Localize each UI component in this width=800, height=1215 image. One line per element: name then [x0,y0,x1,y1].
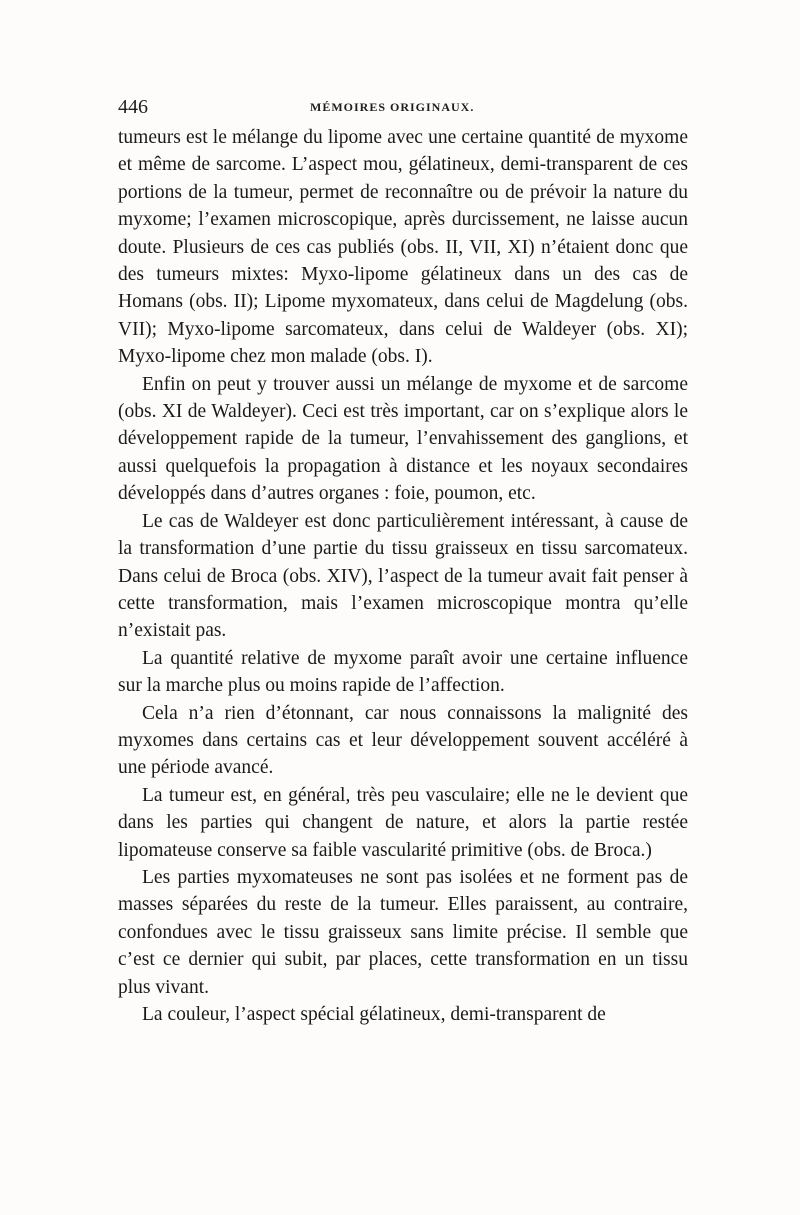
paragraph: La tumeur est, en général, très peu vasculaire; elle ne le devient que dans les parties qui changent de nature, et alors la partie restée lipomateuse conserve sa faible vascularité primitive (obs. de Broca.) [118,784,688,861]
running-head [118,96,688,126]
paragraph: Les parties myxomateuses ne sont pas isolées et ne forment pas de masses séparées du reste de la tumeur. Elles paraissent, au contraire, confondues avec le tissu graisseux sans limite précise. Il semble que c’est ce dernier qui subit, par places, cette transformation en un tissu plus vivant. [118,866,688,998]
paragraph: Cela n’a rien d’étonnant, car nous connaissons la malignité des myxomes dans certains cas et leur développement souvent accéléré à une période avancé. [118,702,688,779]
page-number: 446 [118,96,148,118]
paragraph: Enfin on peut y trouver aussi un mélange de myxome et de sarcome (obs. XI de Waldeyer). Ceci est très important, car on s’explique alors le développement rapide de la tumeur, l’envahissement des ganglions, et aussi quelquefois la propagation à distance et les noyaux secondaires développés dans d’autres organes : foie, poumon, etc. [118,373,688,505]
paragraph: tumeurs est le mélange du lipome avec une certaine quantité de myxome et même de sarcome. L’aspect mou, gélatineux, demi-transparent de ces portions de la tumeur, permet de reconnaître ou de prévoir la nature du myxome; l’examen microscopique, après durcissement, ne laisse aucun doute. Plusieurs de ces cas publiés (obs. II, VII, XI) n’étaient donc que des tumeurs mixtes: Myxo-lipome gélatineux dans un des cas de Homans (obs. II); Lipome myxomateux, dans celui de Magdelung (obs. VII); Myxo-lipome sarcomateux, dans celui de Waldeyer (obs. XI); Myxo-lipome chez mon malade (obs. I). [118,127,688,368]
body-text [118,124,688,1028]
paragraph: Le cas de Waldeyer est donc particulièrement intéressant, à cause de la transformation d’une partie du tissu graisseux en tissu sarcomateux. Dans celui de Broca (obs. XIV), l’aspect de la tumeur avait fait penser à cette transformation, mais l’examen microscopique montra qu’elle n’existait pas. [118,510,688,642]
paragraph: La quantité relative de myxome paraît avoir une certaine influence sur la marche plus ou moins rapide de l’affection. [118,647,688,697]
section-title: MÉMOIRES ORIGINAUX. [310,100,475,114]
paragraph: La couleur, l’aspect spécial gélatineux, demi-transparent de [142,1004,606,1025]
